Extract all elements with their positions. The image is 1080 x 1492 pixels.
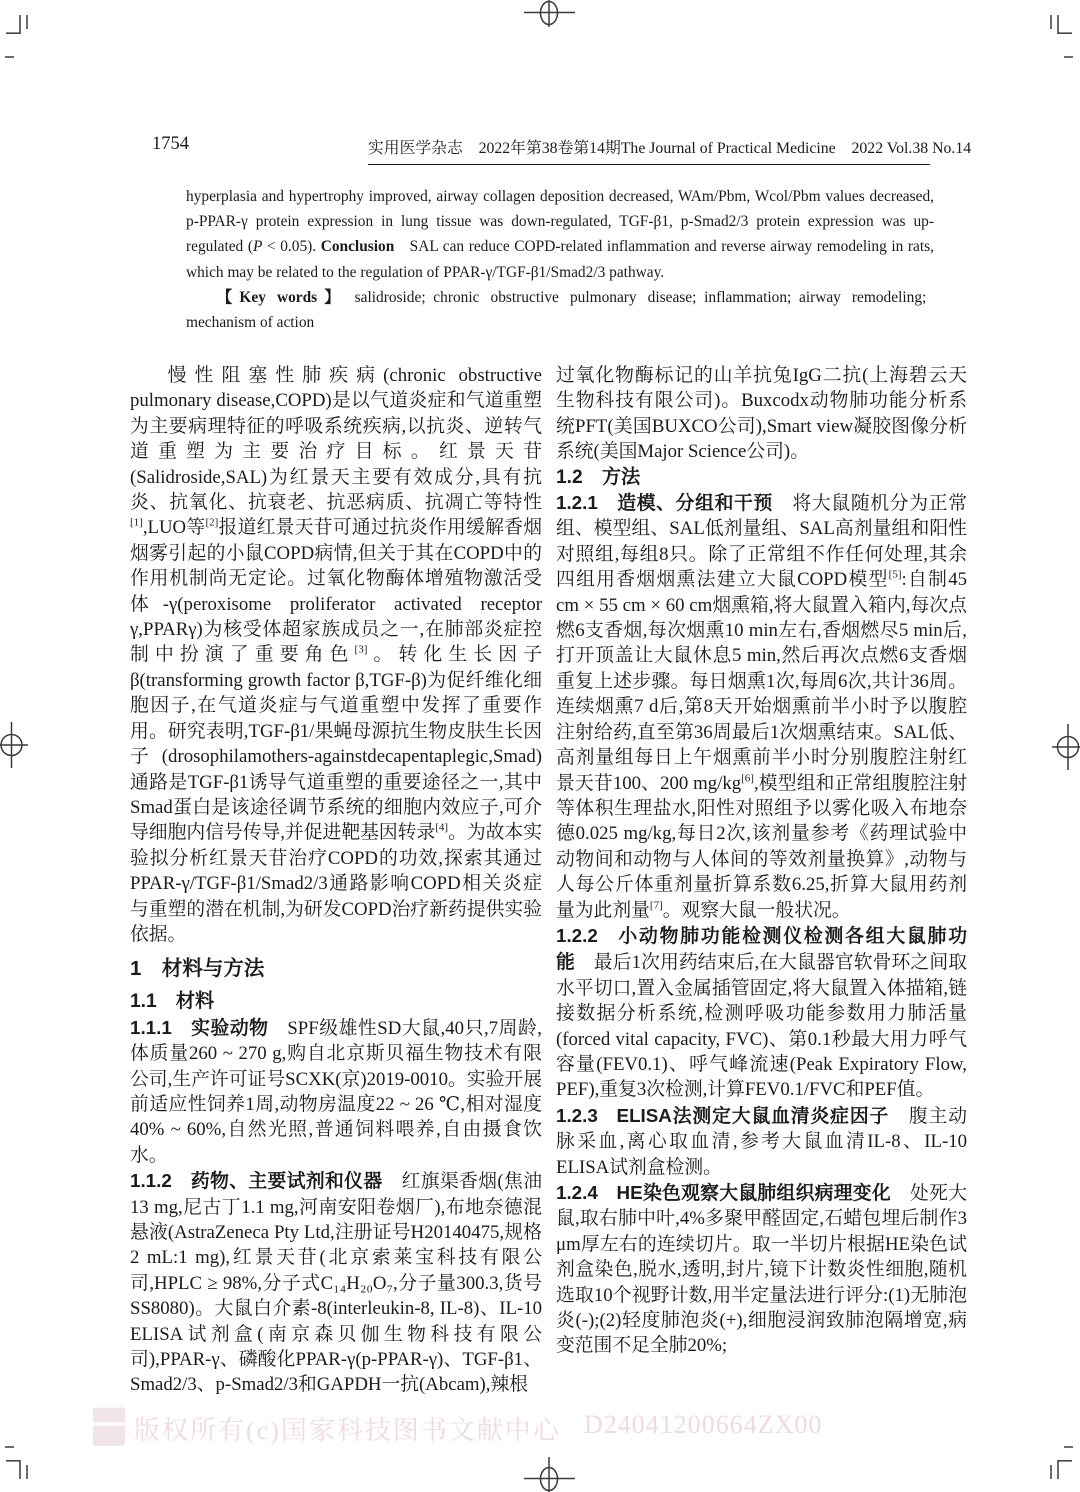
journal-title-chinese: 实用医学杂志 2022年第38卷第14期 xyxy=(368,140,621,157)
continued-paragraph: 过氧化物酶标记的山羊抗兔IgG二抗(上海碧云天生物科技有限公司)。Buxcodx动物肺功能分析系统PFT(美国BUXCO公司),Smart view凝胶图像分析系统(美国Major Science公司)。 xyxy=(556,365,967,463)
right-column xyxy=(556,363,967,1359)
intro-paragraph: 慢性阻塞性肺疾病(chronic obstructive pulmonary disease,COPD)是以气道炎症和气道重塑为主要病理特征的呼吸系统疾病,以抗炎、逆转气道重塑为主要治疗目标。红景天苷(Salidroside,SAL)为红景天主要有效成分,具有抗炎、抗氧化、抗衰老、抗恶病质、抗凋亡等特性[1],LUO等[2]报道红景天苷可通过抗炎作用缓解香烟烟雾引起的小鼠COPD病情,但关于其在COPD中的作用机制尚无定论。过氧化物酶体增殖物激活受体-γ(peroxisome proliferator activated receptor γ,PPARγ)为核受体超家族成员之一,在肺部炎症控制中扮演了重要角色[3]。转化生长因子β(transforming growth factor β,TGF-β)为促纤维化细胞因子,在气道炎症与气道重塑中发挥了重要作用。研究表明,TGF-β1/果蝇母源抗生物皮肤生长因子(drosophilamothers-againstdecapentaplegic,Smad)通路是TGF-β1诱导气道重塑的重要途径之一,其中Smad蛋白是该途径调节系统的细胞内效应子,可介导细胞内信号传导,并促进靶基因转录[4]。为故本实验拟分析红景天苷治疗COPD的功效,探索其通过PPAR-γ/TGF-β1/Smad2/3通路影响COPD相关炎症与重塑的潜在机制,为研发COPD治疗新药提供实验依据。 xyxy=(130,365,543,945)
registration-crosshair-bottom xyxy=(524,1457,575,1492)
section-1-2-1-paragraph: 1.2.1 造模、分组和干预 将大鼠随机分为正常组、模型组、SAL低剂量组、SAL高剂量组和阳性对照组,每组8只。除了正常组不作任何处理,其余四组用香烟烟熏法建立大鼠COPD模型[5]:自制45 cm × 55 cm × 60 cm烟熏箱,将大鼠置入箱内,每次点燃6支香烟,每次烟熏10 min左右,香烟燃尽5 min后,打开顶盖让大鼠休息5 min,然后再次点燃6支香烟重复上述步骤。每日烟熏1次,每周6次,共计36周。连续烟熏7 d后,第8天开始烟熏前半小时予以腹腔注射给药,直至第36周最后1次烟熏结束。SAL低、高剂量组每日上午烟熏前半小时分别腹腔注射红景天苷100、200 mg/kg[6],模型组和正常组腹腔注射等体积生理盐水,阳性对照组予以雾化吸入布地奈德0.025 mg/kg,每日2次,该剂量参考《药理试验中动物间和动物与人体间的等效剂量换算》,动物与人每公斤体重剂量折算系数6.25,折算大鼠用药剂量为此剂量[7]。观察大鼠一般状况。 xyxy=(556,492,967,921)
section-1-2-3-paragraph: 1.2.3 ELISA法测定大鼠血清炎症因子 腹主动脉采血,离心取血清,参考大鼠血清IL-8、IL-10 ELISA试剂盒检测。 xyxy=(556,1104,967,1178)
registration-crosshair-right xyxy=(1052,724,1080,770)
section-1-2-4-paragraph: 1.2.4 HE染色观察大鼠肺组织病理变化 处死大鼠,取右肺中叶,4%多聚甲醛固定,石蜡包埋后制作3 μm厚左右的连续切片。取一半切片根据HE染色试剂盒染色,脱水,透明,封片,镜下计数炎性细胞,随机选取10个视野计数,用半定量法进行评分:(1)无肺泡炎(-);(2)轻度肺泡炎(+),细胞浸润致肺泡隔增宽,病变范围不足全肺20%; xyxy=(556,1182,967,1357)
abstract-paragraph: hyperplasia and hypertrophy improved, airway collagen deposition decreased, WAm/Pbm, Wcol/Pbm values decreased, p-PPAR-γ protein expression in lung tissue was down-regulated, TGF-β1, p-Smad2/3 protein expression was up-regulated (P < 0.05). Conclusion SAL can reduce COPD-related inflammation and reverse airway remodeling in rats, which may be related to the regulation of PPAR-γ/TGF-β1/Smad2/3 pathway. xyxy=(186,188,934,281)
journal-running-head xyxy=(368,135,972,165)
left-column xyxy=(130,363,542,1398)
section-1-1-1-paragraph: 1.1.1 实验动物 SPF级雄性SD大鼠,40只,7周龄,体质量260 ~ 270 g,购自北京斯贝福生物技术有限公司,生产许可证号SCXK(京)2019-0010。实验开展前适应性饲养1周,动物房温度22 ~ 26 ℃,相对湿度40% ~ 60%,自然光照,普通饲料喂养,自由摄食饮水。 xyxy=(130,1016,542,1166)
watermark-text: 版权所有(c)国家科技图书文献中心 xyxy=(134,1416,561,1445)
abstract-english xyxy=(186,184,934,335)
section-1-1-2-paragraph: 1.1.2 药物、主要试剂和仪器 红旗渠香烟(焦油13 mg,尼古丁1.1 mg,河南安阳卷烟厂),布地奈德混悬液(AstraZeneca Pty Ltd,注册证号H20140475,规格2 mL:1 mg),红景天苷(北京索莱宝科技有限公司,HPLC ≥ 98%,分子式C₁₄H₂₀O₇,分子量300.3,货号SS8080)。大鼠白介素-8(interleukin-8, IL-8)、IL-10 ELISA试剂盒(南京森贝伽生物科技有限公司),PPAR-γ、磷酸化PPAR-γ(p-PPAR-γ)、TGF-β1、Smad2/3、p-Smad2/3和GAPDH一抗(Abcam),辣根 xyxy=(130,1170,542,1396)
section-1-1-heading: 1.1 材料 xyxy=(130,991,215,1013)
section-1-2-2-paragraph: 1.2.2 小动物肺功能检测仪检测各组大鼠肺功能 最后1次用药结束后,在大鼠器官软骨环之间取水平切口,置入金属插管固定,将大鼠置入体描箱,链接数据分析系统,检测呼吸功能参数用力肺活量(forced vital capacity, FVC)、第0.1秒最大用力呼气容量(FEV0.1)、呼气峰流速(Peak Expiratory Flow, PEF),重复3次检测,计算FEV0.1/FVC和PEF值。 xyxy=(556,924,968,1101)
copyright-watermark xyxy=(0,1398,1080,1458)
crop-mark-top-right xyxy=(1051,15,1073,57)
page-number: 1754 xyxy=(152,134,189,154)
section-1-heading: 1 材料与方法 xyxy=(130,957,265,981)
crop-mark-top-left xyxy=(5,15,27,57)
nstl-logo-icon xyxy=(93,1404,125,1446)
keywords-paragraph: 【Key words】 salidroside; chronic obstructive pulmonary disease; inflammation; airway remodeling; mechanism of action xyxy=(186,288,934,332)
registration-crosshair-left xyxy=(0,722,28,768)
journal-title-english: The Journal of Practical Medicine 2022 Vol.38 No.14 xyxy=(620,140,972,157)
watermark-code: D24041200664ZX00 xyxy=(584,1410,823,1439)
registration-crosshair-top xyxy=(524,0,575,27)
section-1-2-heading: 1.2 方法 xyxy=(556,466,641,488)
